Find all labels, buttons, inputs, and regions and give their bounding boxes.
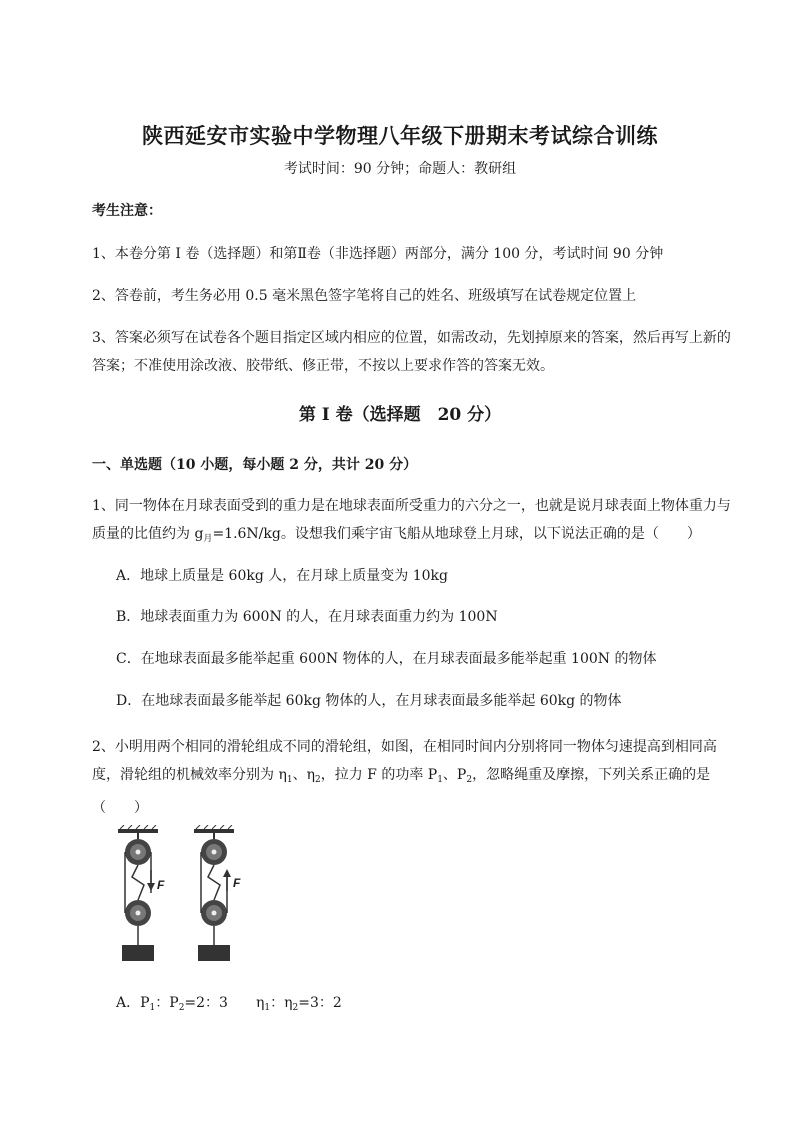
left-movable-pulley [125, 900, 151, 926]
left-force-arrow [147, 870, 155, 891]
section-title: 第 I 卷（选择题 20 分） [298, 405, 502, 425]
left-force-label: F [157, 878, 165, 892]
right-weight [198, 945, 230, 961]
part-heading: 一、单选题（10 小题，每小题 2 分，共计 20 分） [92, 457, 418, 473]
q1-option-b: B．地球表面重力为 600N 的人，在月球表面重力约为 100N [116, 609, 498, 625]
q1-option-a: A．地球上质量是 60kg 人，在月球上质量变为 10kg [116, 568, 448, 584]
right-ropes [201, 852, 227, 945]
pulley-diagram [112, 825, 262, 975]
right-fixed-pulley [201, 839, 227, 865]
left-weight [122, 945, 154, 961]
notice-item-3: 3、答案必须写在试卷各个题目指定区域内相应的位置，如需改动，先划掉原来的答案，然后再写上新的答案；不准使用涂改液、胶带纸、修正带，不按以上要求作答的答案无效。 [92, 330, 731, 374]
question-2: 2、小明用两个相同的滑轮组成不同的滑轮组，如图，在相同时间内分别将同一物体匀速提高到相同高度，滑轮组的机械效率分别为 $\eta_1$、$\eta_2$，拉力 F 的功率 $P_1$、$P_2$，忽略绳重及摩擦，下列关系正确的是（ ） [92, 739, 717, 816]
left-ceiling-mount [118, 825, 158, 839]
right-force-arrow [223, 869, 231, 891]
notice-item-2: 2、答卷前，考生务必用 0.5 毫米黑色签字笔将自己的姓名、班级填写在试卷规定位置上 [92, 288, 637, 304]
right-ceiling-mount [194, 825, 234, 839]
right-movable-pulley [201, 900, 227, 926]
left-ropes [125, 852, 151, 945]
right-force-label: F [233, 876, 241, 890]
left-fixed-pulley [125, 839, 151, 865]
page-title: 陕西延安市实验中学物理八年级下册期末考试综合训练 [142, 123, 658, 148]
q1-option-c: C．在地球表面最多能举起重 600N 物体的人，在月球表面最多能举起重 100N 的物体 [116, 651, 657, 667]
question-1: 1、同一物体在月球表面受到的重力是在地球表面所受重力的六分之一，也就是说月球表面上物体重力与质量的比值约为 $g_月=1.6N/kg$。设想我们乘宇宙飞船从地球登上月球，以下说法正确的是（ ） [92, 498, 731, 544]
q2-option-a: A．$P_1$：$P_2=2$：3 $\eta_1$：$\eta_2=3$：2 [116, 995, 342, 1013]
q1-option-d: D．在地球表面最多能举起 60kg 物体的人，在月球表面最多能举起 60kg 的物体 [116, 693, 622, 709]
notice-item-1: 1、本卷分第 I 卷（选择题）和第Ⅱ卷（非选择题）两部分，满分 100 分，考试时间 90 分钟 [92, 246, 664, 262]
page-subtitle: 考试时间：90 分钟；命题人：教研组 [283, 161, 517, 177]
notice-label: 考生注意： [92, 203, 162, 219]
